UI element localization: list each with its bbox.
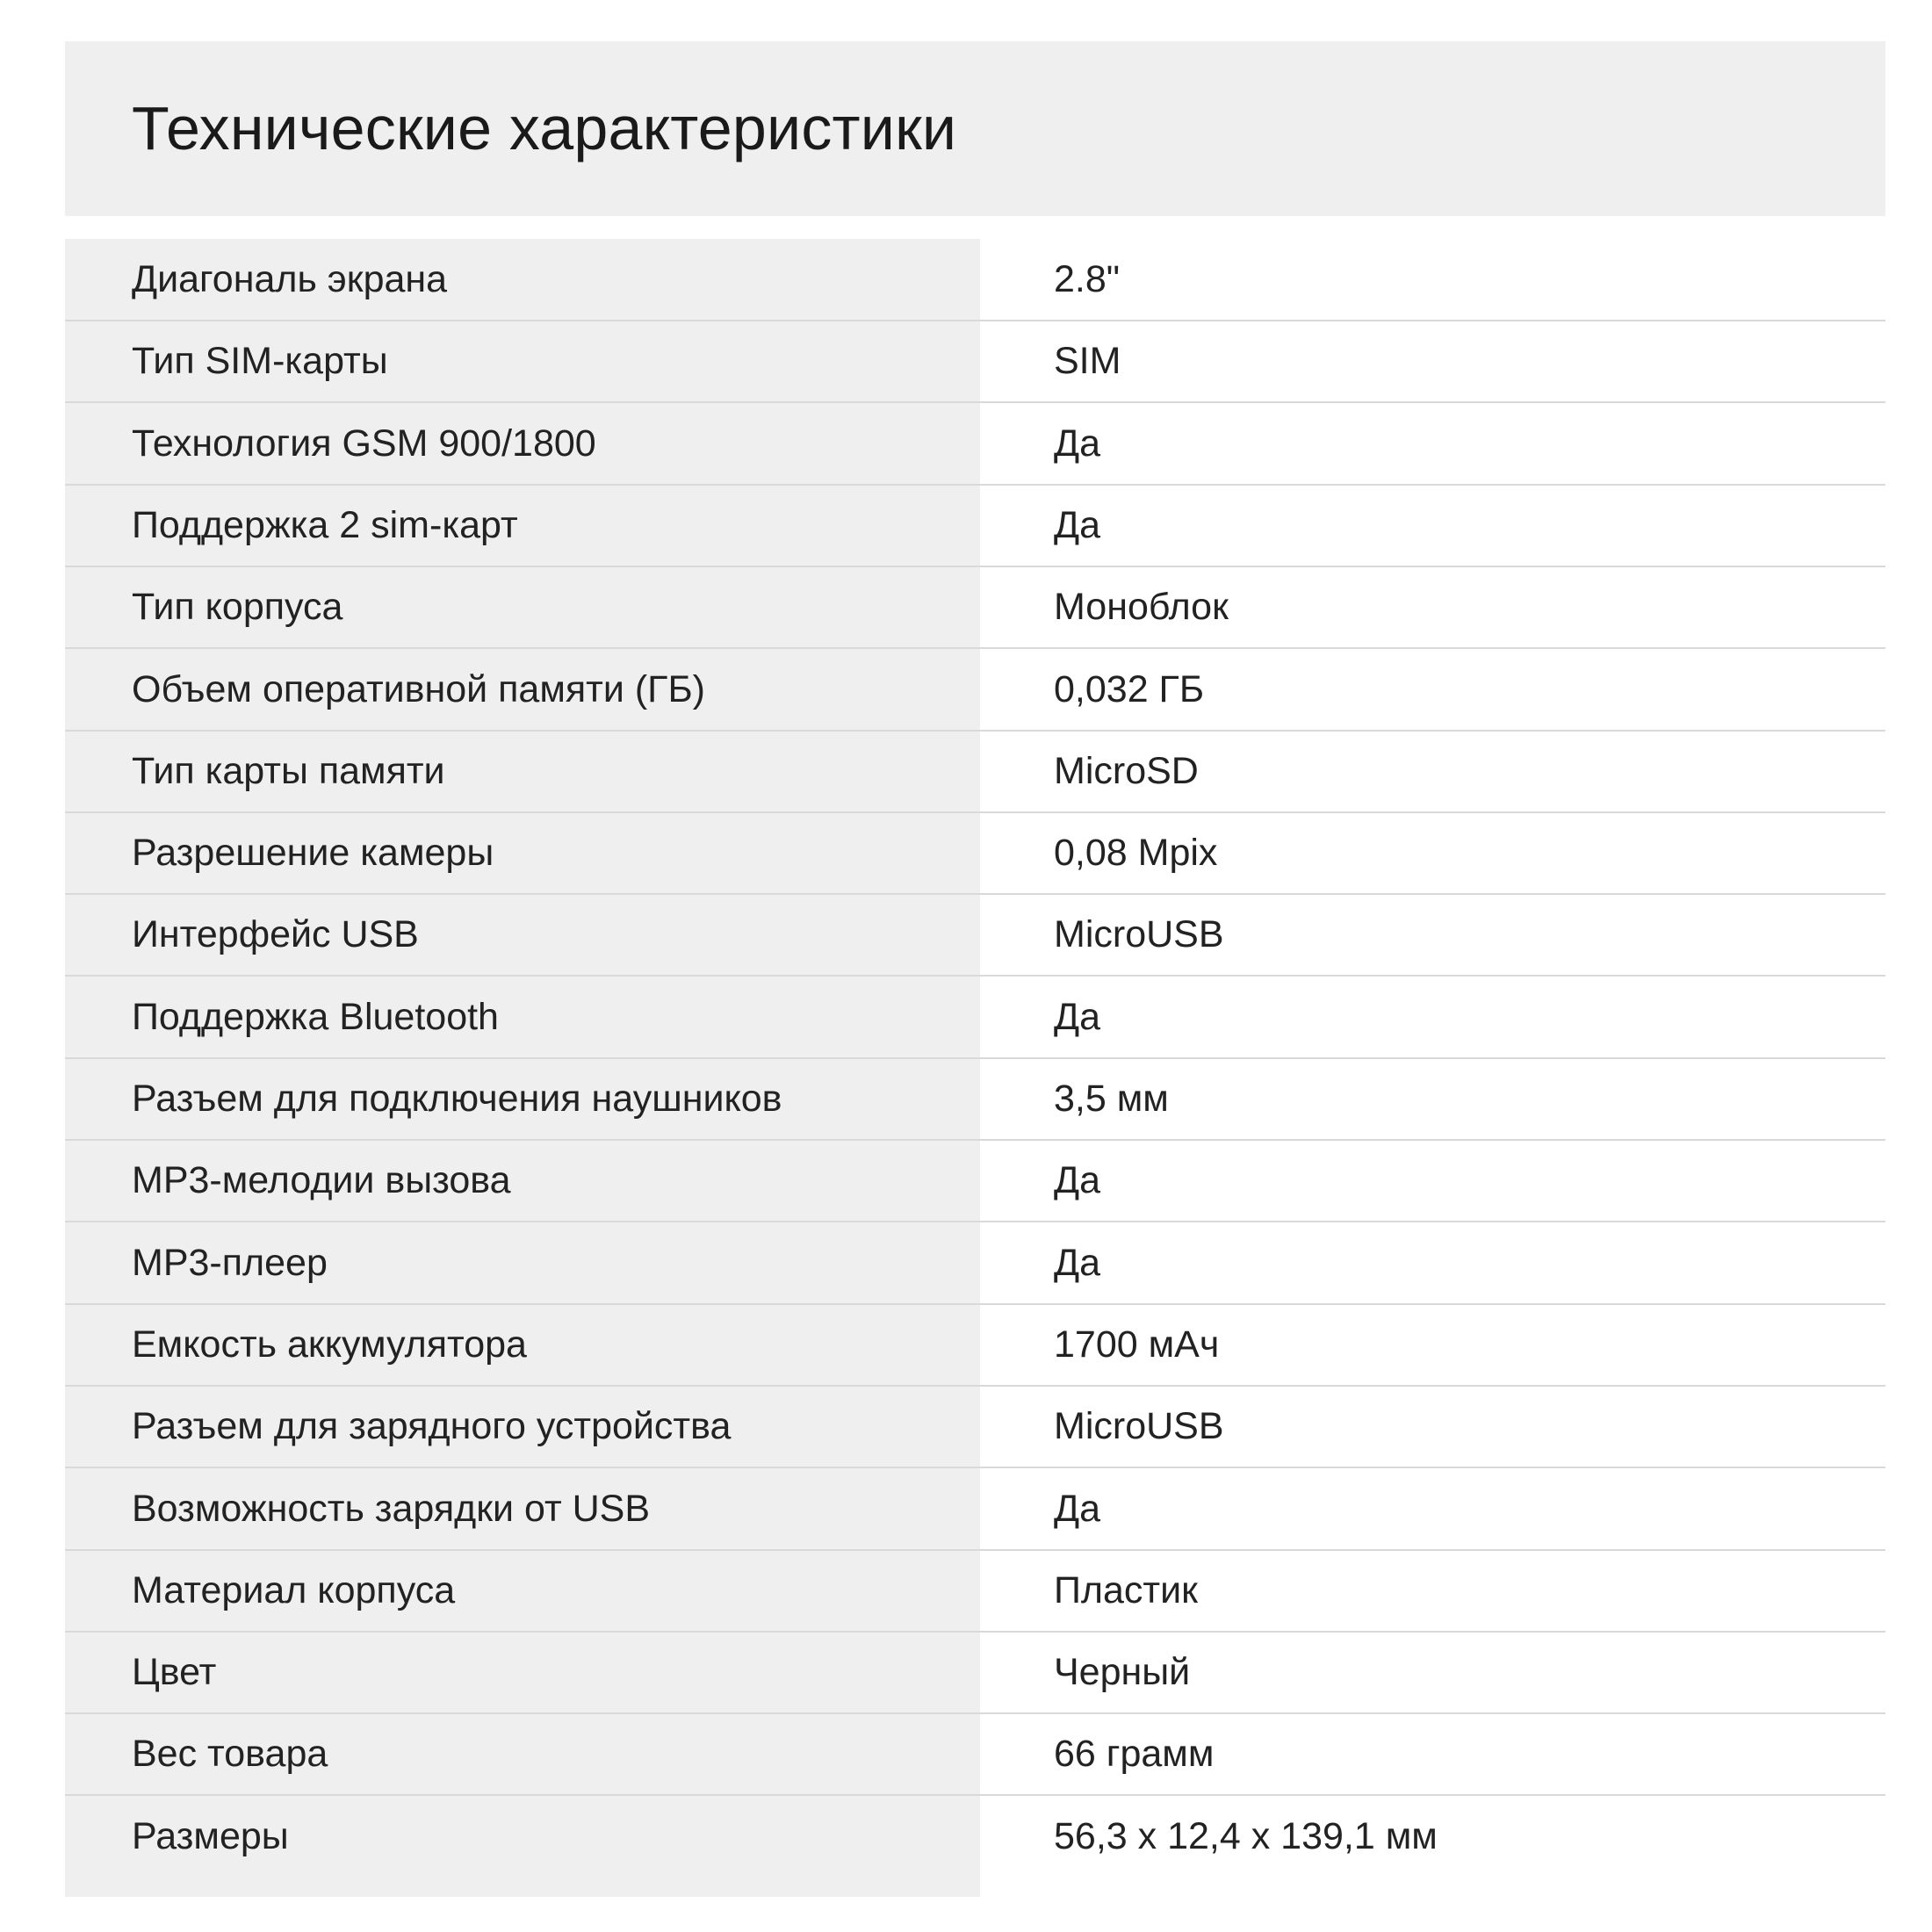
spec-name: MP3-мелодии вызова (132, 1159, 511, 1202)
spec-value: Да (1054, 1487, 1101, 1530)
spec-row (65, 1632, 1885, 1713)
spec-name: Цвет (132, 1651, 217, 1694)
spec-value: Да (1054, 422, 1101, 465)
spec-row (65, 894, 1885, 976)
spec-value: Моноблок (1054, 586, 1229, 629)
spec-value: Да (1054, 503, 1101, 546)
spec-name: Разъем для зарядного устройства (132, 1405, 732, 1448)
spec-value: Да (1054, 1241, 1101, 1284)
spec-value: 3,5 мм (1054, 1078, 1169, 1120)
spec-name: Разъем для подключения наушников (132, 1078, 782, 1120)
spec-value: Да (1054, 995, 1101, 1038)
spec-row (65, 321, 1885, 402)
spec-value: MicroUSB (1054, 1405, 1224, 1448)
spec-name: Тип карты памяти (132, 749, 445, 792)
spec-value: Да (1054, 1159, 1101, 1202)
spec-row (65, 649, 1885, 731)
spec-value: Черный (1054, 1651, 1191, 1694)
spec-value: 0,08 Mpix (1054, 832, 1218, 875)
spec-name: Вес товара (132, 1733, 328, 1776)
spec-value: 0,032 ГБ (1054, 667, 1205, 710)
spec-value: 1700 мАч (1054, 1323, 1220, 1366)
spec-row (65, 731, 1885, 812)
spec-row (65, 485, 1885, 566)
spec-row (65, 1222, 1885, 1304)
spec-row (65, 566, 1885, 648)
spec-value: SIM (1054, 340, 1121, 383)
page-title: Технические характеристики (132, 94, 957, 162)
spec-name: Размеры (132, 1814, 289, 1857)
spec-row (65, 1304, 1885, 1386)
spec-row (65, 1058, 1885, 1140)
spec-value: MicroUSB (1054, 913, 1224, 956)
spec-name: Тип SIM-карты (132, 340, 388, 383)
spec-row (65, 977, 1885, 1058)
spec-row (65, 1468, 1885, 1550)
spec-name: Разрешение камеры (132, 832, 494, 875)
spec-row (65, 1386, 1885, 1467)
spec-row (65, 239, 1885, 321)
spec-name: Возможность зарядки от USB (132, 1487, 651, 1530)
specs-table (65, 239, 1885, 1897)
spec-row (65, 1140, 1885, 1222)
spec-value: 66 грамм (1054, 1733, 1215, 1776)
spec-row (65, 1713, 1885, 1795)
spec-name: Интерфейс USB (132, 913, 419, 956)
spec-row (65, 1550, 1885, 1632)
specs-header (65, 41, 1885, 216)
spec-name: Диагональ экрана (132, 258, 448, 300)
spec-name: Материал корпуса (132, 1568, 456, 1611)
spec-name: Поддержка 2 sim-карт (132, 503, 518, 546)
spec-value: MicroSD (1054, 749, 1199, 792)
spec-name: Объем оперативной памяти (ГБ) (132, 667, 705, 710)
spec-name: Емкость аккумулятора (132, 1323, 527, 1366)
spec-row (65, 403, 1885, 485)
spec-value: 56,3 x 12,4 x 139,1 мм (1054, 1814, 1438, 1857)
spec-row (65, 1796, 1885, 1878)
spec-value: Пластик (1054, 1568, 1198, 1611)
spec-name: Тип корпуса (132, 586, 343, 629)
spec-name: MP3-плеер (132, 1241, 328, 1284)
spec-name: Технология GSM 900/1800 (132, 422, 596, 465)
spec-row (65, 812, 1885, 894)
spec-name: Поддержка Bluetooth (132, 995, 499, 1038)
spec-value: 2.8" (1054, 258, 1121, 300)
